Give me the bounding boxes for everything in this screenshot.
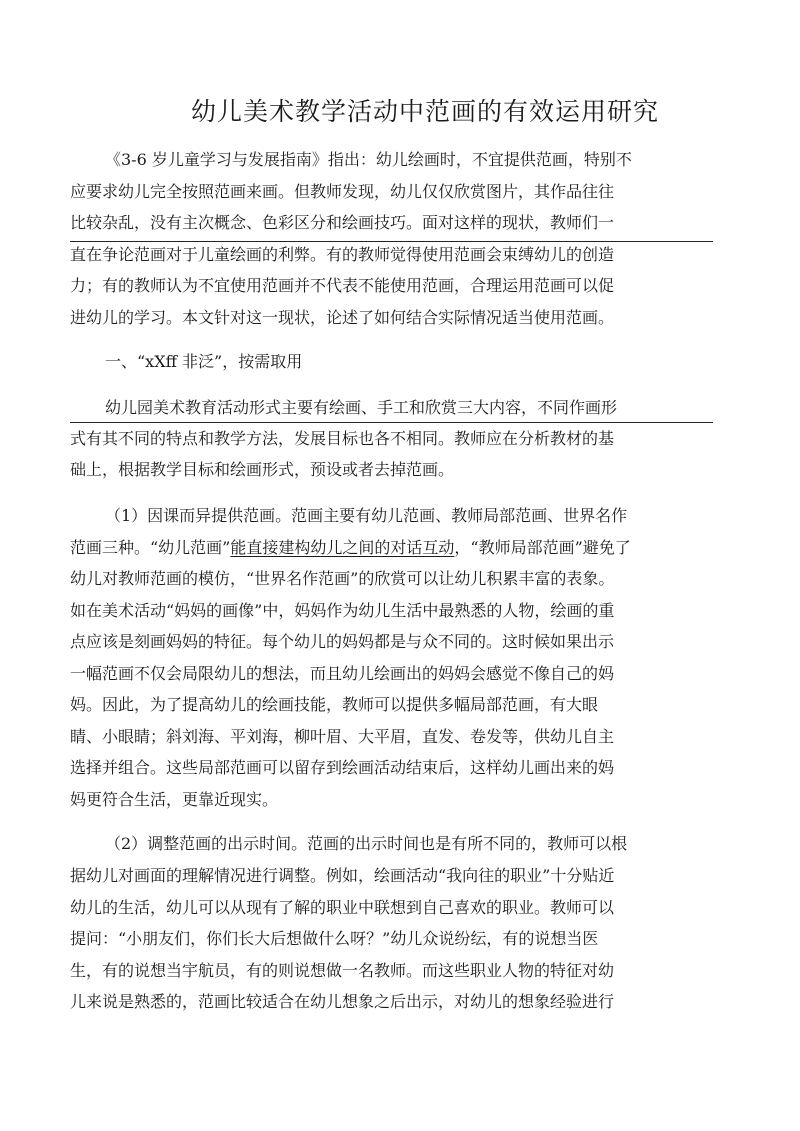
item2-line: 幼儿的生活，幼儿可以从现有了解的职业中联想到自己喜欢的职业。教师可以 [70, 898, 615, 917]
item2-line: 提问：“小朋友们，你们长大后想做什么呀？”幼儿众说纷纭，有的说想当医 [70, 929, 599, 948]
intro-line: 《3-6 岁儿童学习与发展指南》指出：幼儿绘画时，不宜提供范画，特别不 [105, 150, 632, 169]
intro-line: 进幼儿的学习。本文针对这一现状，论述了如何结合实际情况适当使用范画。 [70, 308, 615, 327]
item1-line: 如在美术活动“妈妈的画像”中，妈妈作为幼儿生活中最熟悉的人物，绘画的重 [70, 601, 615, 620]
item1-line2-pre: 范画三种。“幼儿范画” [70, 538, 231, 557]
document-title: 幼儿美术教学活动中范画的有效运用研究 [190, 97, 659, 126]
intro-line: 直在争论范画对于儿童绘画的利弊。有的教师觉得使用范画会束缚幼儿的创造 [70, 245, 615, 264]
horizontal-rule [70, 241, 713, 242]
item1-line: 妈。因此，为了提高幼儿的绘画技能，教师可以提供多幅局部范画，有大眼 [70, 695, 599, 714]
item1-line: 点应该是刻画妈妈的特征。每个幼儿的妈妈都是与众不同的。这时候如果出示 [70, 632, 615, 651]
section1-line: 幼儿园美术教育活动形式主要有绘画、手工和欣赏三大内容，不同作画形 [105, 398, 618, 417]
item1-line: 幼儿对教师范画的模仿，“世界名作范画”的欣赏可以让幼儿积累丰富的表象。 [70, 569, 615, 588]
item1-line [70, 538, 631, 558]
item1-line: 妈更符合生活，更靠近现实。 [70, 790, 279, 809]
intro-line: 应要求幼儿完全按照范画来画。但教师发现，幼儿仅仅欣赏图片，其作品往往 [70, 182, 615, 201]
item1-line: 一幅范画不仅会局限幼儿的想法，而且幼儿绘画出的妈妈会感觉不像自己的妈 [70, 664, 615, 683]
item1-line: 睛、小眼睛；斜刘海、平刘海，柳叶眉、大平眉，直发、卷发等，供幼儿自主 [70, 727, 615, 746]
item1-line: （1）因课而异提供范画。范画主要有幼儿范画、教师局部范画、世界名作 [105, 506, 628, 525]
intro-line: 比较杂乱，没有主次概念、色彩区分和绘画技巧。面对这样的现状，教师们一 [70, 213, 615, 232]
item2-line: 儿来说是熟悉的，范画比较适合在幼儿想象之后出示，对幼儿的想象经验进行 [70, 992, 615, 1011]
item2-line: （2）调整范画的出示时间。范画的出示时间也是有所不同的，教师可以根 [105, 834, 628, 853]
item2-line: 据幼儿对画面的理解情况进行调整。例如，绘画活动“我向往的职业”十分贴近 [70, 866, 615, 885]
item2-line: 生，有的说想当宇航员，有的则说想做一名教师。而这些职业人物的特征对幼 [70, 961, 615, 980]
section-heading: 一、“xXff 非泛”，按需取用 [105, 352, 303, 371]
item1-line2-post: ，“教师局部范画”避免了 [454, 538, 631, 557]
horizontal-rule [70, 422, 713, 423]
underlined-phrase: 能直接建构幼儿之间的对话互动 [230, 538, 455, 557]
section1-line: 式有其不同的特点和教学方法，发展目标也各不相同。教师应在分析教材的基 [70, 429, 615, 448]
intro-line: 力；有的教师认为不宜使用范画并不代表不能使用范画，合理运用范画可以促 [70, 276, 615, 295]
section1-line: 础上，根据教学目标和绘画形式，预设或者去掉范画。 [70, 460, 455, 479]
item1-line: 选择并组合。这些局部范画可以留存到绘画活动结束后，这样幼儿画出来的妈 [70, 758, 615, 777]
